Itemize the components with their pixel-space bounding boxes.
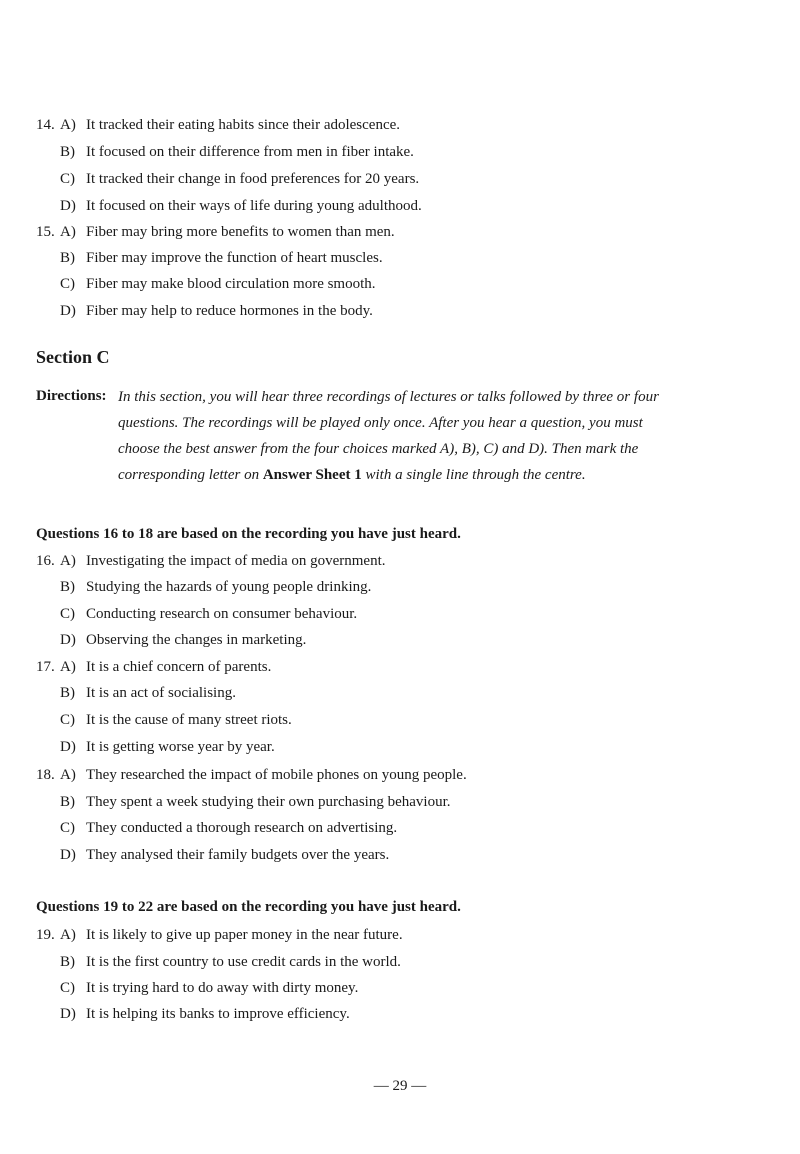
option-text: It is an act of socialising. (86, 685, 236, 701)
option-letter: B) (60, 954, 75, 970)
question-number: 16. (36, 553, 55, 569)
option-text: It tracked their change in food preferences for 20 years. (86, 171, 420, 187)
page-number: — 29 — (373, 1078, 427, 1094)
directions-line-2: questions. The recordings will be played only once. After you hear a question, you must (118, 415, 643, 431)
option-text: It is helping its banks to improve efficiency. (86, 1006, 350, 1022)
option-letter: D) (60, 303, 76, 319)
option-text: They spent a week studying their own purchasing behaviour. (86, 794, 451, 810)
section-title: Section C (36, 347, 110, 367)
option-letter: C) (60, 980, 75, 996)
directions-label: Directions: (36, 388, 107, 404)
option-text: Investigating the impact of media on government. (86, 553, 386, 569)
directions-line-4-post: with a single line through the centre. (365, 467, 586, 483)
answer-sheet-ref: Answer Sheet 1 (262, 467, 362, 483)
option-letter: C) (60, 712, 75, 728)
option-text: Fiber may bring more benefits to women than men. (86, 224, 395, 240)
option-letter: D) (60, 198, 76, 214)
questions-19-22-heading: Questions 19 to 22 are based on the recording you have just heard. (36, 899, 461, 915)
option-letter: A) (60, 927, 76, 943)
option-text: It focused on their difference from men in fiber intake. (86, 144, 414, 160)
option-letter: A) (60, 117, 76, 133)
question-number: 14. (36, 117, 55, 133)
option-text: It is trying hard to do away with dirty money. (86, 980, 359, 996)
option-letter: B) (60, 144, 75, 160)
option-letter: A) (60, 659, 76, 675)
option-letter: A) (60, 224, 76, 240)
question-number: 18. (36, 767, 55, 783)
option-text: Observing the changes in marketing. (86, 632, 307, 648)
option-text: It tracked their eating habits since their adolescence. (86, 117, 401, 133)
option-letter: C) (60, 276, 75, 292)
option-text: Fiber may help to reduce hormones in the body. (86, 303, 373, 319)
option-text: It is getting worse year by year. (86, 739, 275, 755)
option-text: It focused on their ways of life during young adulthood. (86, 198, 422, 214)
option-text: Fiber may make blood circulation more smooth. (86, 276, 376, 292)
option-letter: A) (60, 553, 76, 569)
option-letter: C) (60, 171, 75, 187)
option-letter: D) (60, 739, 76, 755)
option-letter: D) (60, 1006, 76, 1022)
option-letter: B) (60, 250, 75, 266)
option-text: They conducted a thorough research on advertising. (86, 820, 398, 836)
option-text: They analysed their family budgets over the years. (86, 847, 390, 863)
option-text: They researched the impact of mobile phones on young people. (86, 767, 467, 783)
questions-16-18-heading: Questions 16 to 18 are based on the recording you have just heard. (36, 526, 461, 542)
option-text: It is the first country to use credit cards in the world. (86, 954, 401, 970)
option-text: Fiber may improve the function of heart muscles. (86, 250, 383, 266)
option-letter: B) (60, 579, 75, 595)
option-letter: D) (60, 847, 76, 863)
option-letter: D) (60, 632, 76, 648)
option-text: Studying the hazards of young people drinking. (86, 579, 372, 595)
option-letter: A) (60, 767, 76, 783)
option-letter: C) (60, 820, 75, 836)
question-number: 17. (36, 659, 55, 675)
directions-line-4 (118, 466, 586, 484)
question-number: 19. (36, 927, 55, 943)
option-text: Conducting research on consumer behaviour. (86, 606, 358, 622)
question-number: 15. (36, 224, 55, 240)
directions-line-4-pre: corresponding letter on (118, 467, 260, 483)
option-letter: B) (60, 794, 75, 810)
option-text: It is a chief concern of parents. (86, 659, 272, 675)
option-letter: C) (60, 606, 75, 622)
option-text: It is the cause of many street riots. (86, 712, 292, 728)
option-text: It is likely to give up paper money in the near future. (86, 927, 403, 943)
directions-line-1: In this section, you will hear three recordings of lectures or talks followed by three or four (118, 389, 659, 405)
directions-line-3: choose the best answer from the four choices marked A), B), C) and D). Then mark the (118, 441, 639, 457)
option-letter: B) (60, 685, 75, 701)
